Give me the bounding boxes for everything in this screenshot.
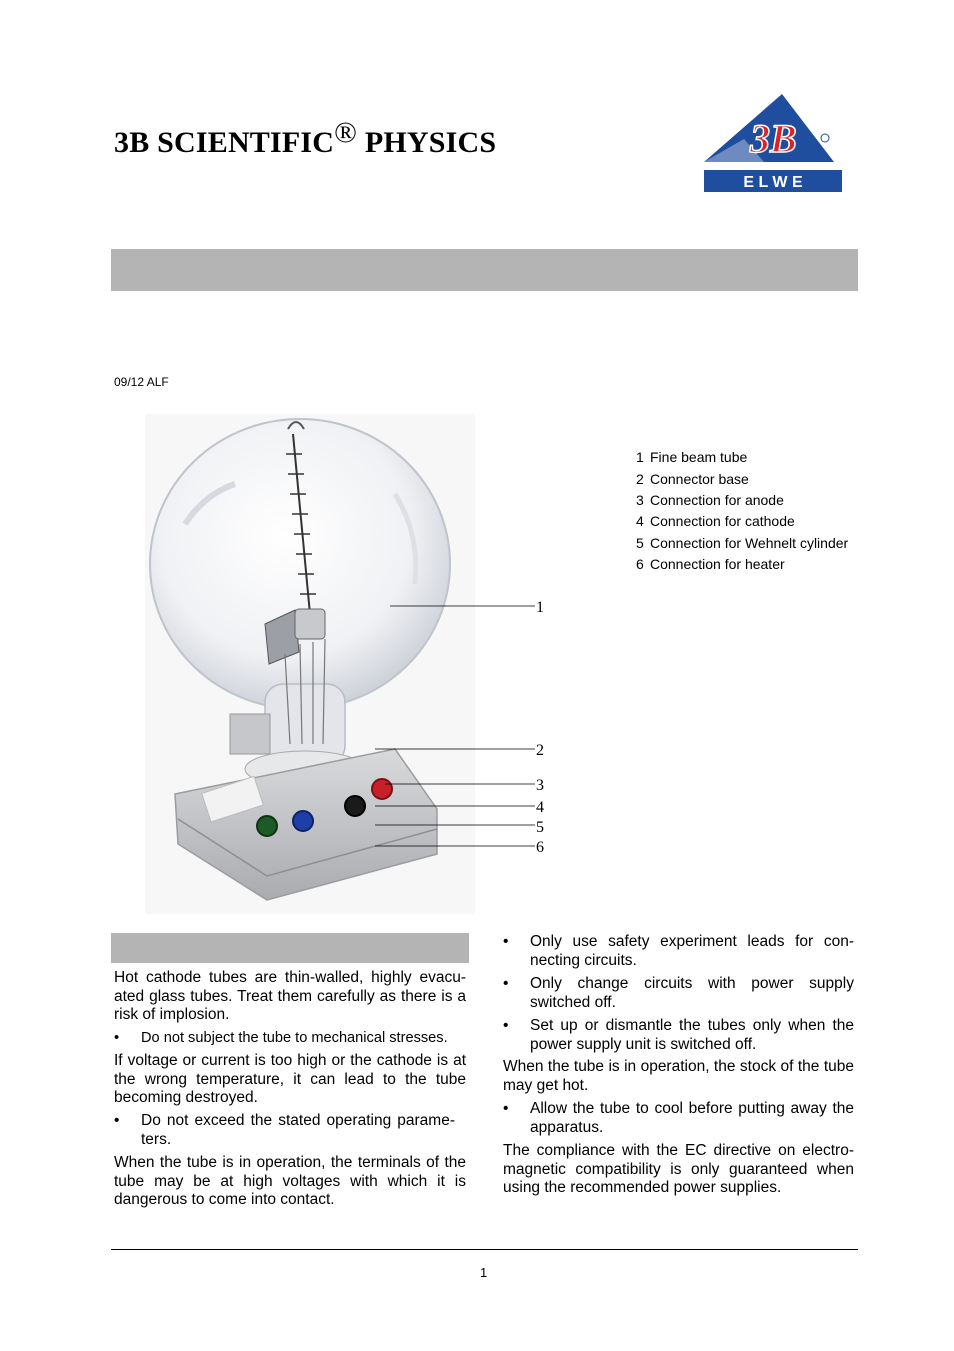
brand-suffix: PHYSICS [357, 126, 497, 159]
callout-number-4: 4 [536, 799, 544, 816]
page-number: 1 [480, 1265, 488, 1280]
safety-bullet: • Only use safety experiment leads for con-necting circuits. [503, 933, 854, 969]
section-heading-bar [111, 933, 469, 963]
safety-bullet: • Allow the tube to cool before putting away the apparatus. [503, 1100, 854, 1136]
figure-callouts [375, 590, 555, 860]
callout-number-3: 3 [536, 777, 544, 794]
electron-gun [295, 609, 325, 639]
callout-number-6: 6 [536, 839, 544, 856]
3b-elwe-logo [704, 94, 842, 194]
title-bar [111, 249, 858, 291]
safety-paragraph-5: The compliance with the EC directive on electro-magnetic compatibility is only guaranteed when using the recommended power supplies. [503, 1142, 854, 1197]
side-bracket [230, 714, 270, 754]
safety-bullet: • Do not subject the tube to mechanical stresses. [114, 1030, 448, 1046]
logo-3b-text: 3B [750, 116, 797, 161]
legend-item: 3 Connection for anode [636, 492, 784, 508]
logo-band-text: E L W E [743, 174, 803, 191]
callout-number-2: 2 [536, 742, 544, 759]
cathode-socket [345, 796, 365, 816]
safety-bullet: • Only change circuits with power supply switched off. [503, 975, 854, 1011]
safety-bullet: • Set up or dismantle the tubes only when the power supply unit is switched off. [503, 1017, 854, 1053]
wehnelt-socket [293, 811, 313, 831]
safety-paragraph-4: When the tube is in operation, the stock of the tube may get hot. [503, 1058, 854, 1094]
legend-item: 1 Fine beam tube [636, 449, 748, 465]
footer-rule [111, 1249, 858, 1250]
brand-prefix: 3B SCIENTIFIC [114, 126, 335, 159]
safety-bullet: • Do not exceed the stated operating parame-ters. [114, 1112, 455, 1148]
callout-number-5: 5 [536, 819, 544, 836]
heater-socket [257, 816, 277, 836]
legend-item: 2 Connector base [636, 471, 749, 487]
document-code: 09/12 ALF [114, 375, 169, 389]
legend-item: 6 Connection for heater [636, 556, 785, 572]
legend-item: 5 Connection for Wehnelt cylinder [636, 535, 849, 551]
logo-reg-icon [821, 134, 829, 142]
callout-lines [375, 606, 535, 846]
brand-title [114, 116, 497, 160]
legend-item: 4 Connection for cathode [636, 513, 795, 529]
callout-number-1: 1 [536, 599, 544, 616]
safety-paragraph-3: When the tube is in operation, the terminals of the tube may be at high voltages with which it is dangerous to come into contact. [114, 1154, 466, 1209]
registered-mark: ® [334, 116, 358, 149]
safety-paragraph-1: Hot cathode tubes are thin-walled, highly evacu-ated glass tubes. Treat them carefully as there is a risk of implosion. [114, 969, 466, 1024]
safety-paragraph-2: If voltage or current is too high or the cathode is at the wrong temperature, it can lead to the tube becoming destroyed. [114, 1052, 466, 1107]
